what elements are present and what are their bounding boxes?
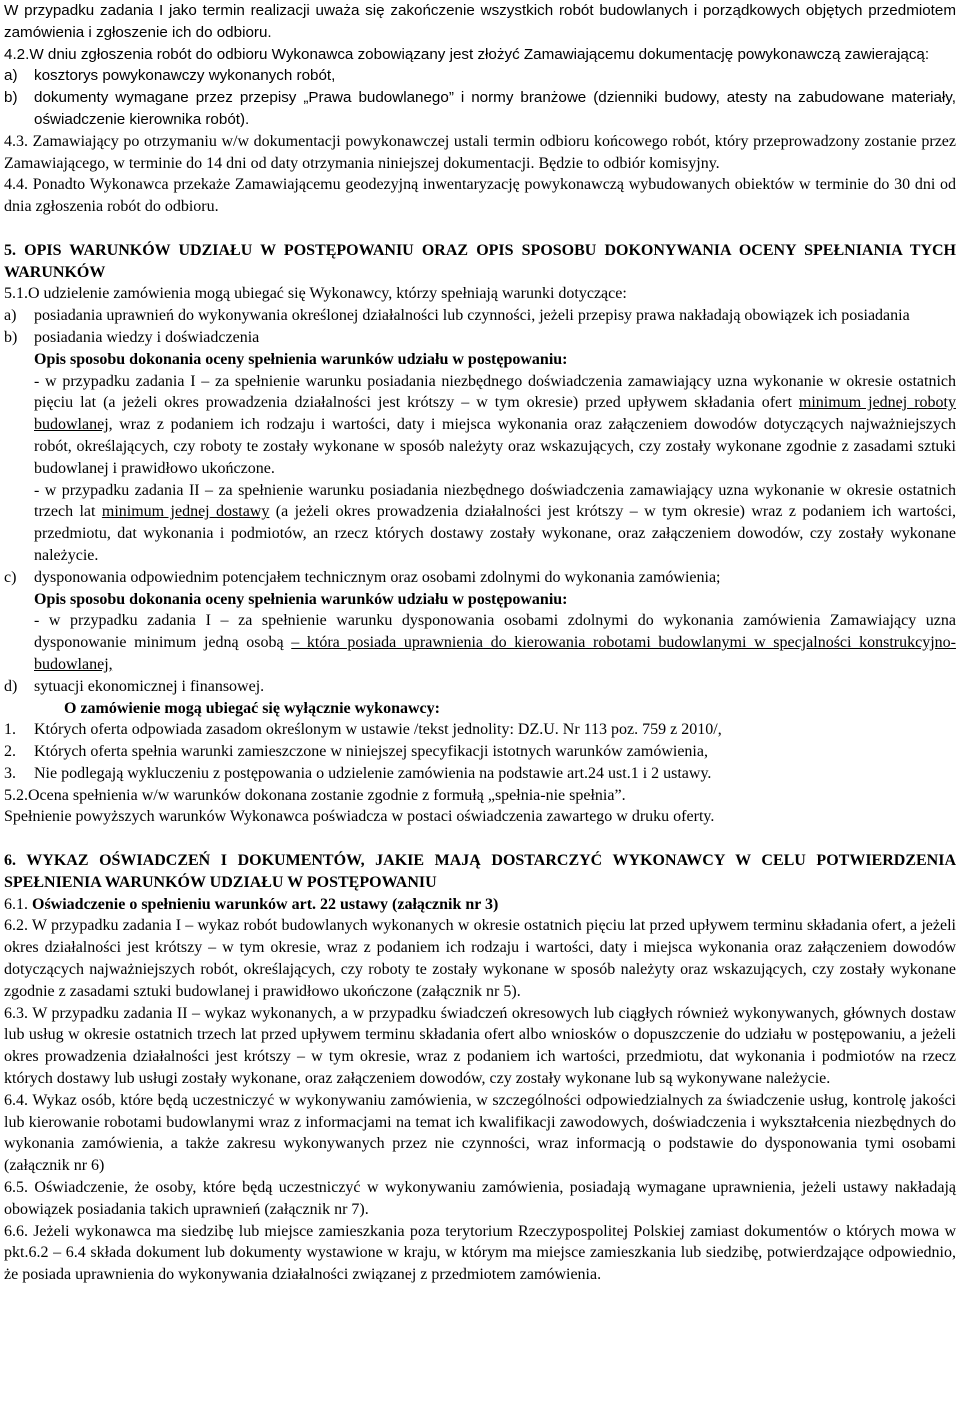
list-marker: 2. — [4, 743, 16, 761]
list-marker: 1. — [4, 721, 16, 739]
paragraph-6-4: 6.4. Wykaz osób, które będą uczestniczyć w wykonywaniu zamówienia, w szczególności odpowiedzialnych za świadczenie usług, kontrolę jakości lub kierowanie robotami budowlanymi wraz z informacjami na temat ich kwalifikacji zawodowych, doświadczenia i wykształcenia niezbędnych do wykonania zamówienia, a także zakresu wykonywanych przez nie czynności, wraz informacją o podstawie do dysponowania tymi osobami (załącznik nr 6) — [4, 1091, 956, 1175]
paragraph-6-2: 6.2. W przypadku zadania I – wykaz robót budowlanych wykonanych w okresie ostatnich pięciu lat przed upływem terminu składania ofert, a jeżeli okres działalności jest krótszy – w tym okresie, wraz z podaniem ich rodzaju i wartości, daty i miejsca wykonania oraz załączeniem dowodów dotyczących najważniejszych robót, określających, czy roboty te zostały wykonane w sposób należyty oraz wskazujących, czy zostały wykonane zgodnie z zasadami sztuki budowlanej i prawidłowo ukończone (załącznik nr 5). — [4, 917, 956, 1000]
task-2-experience — [4, 480, 956, 567]
condition-c — [4, 567, 956, 589]
list-item-text: dokumenty wymagane przez przepisy „Prawa budowlanego” i normy branżowe (dzienniki budowy, atesty na zabudowane materiały, oświadczenie kierownika robót). — [34, 89, 956, 128]
paragraph-6-3: 6.3. W przypadku zadania II – wykaz wykonanych, a w przypadku świadczeń okresowych lub ciągłych również wykonywanych, głównych dostaw lub usług w okresie ostatnich trzech lat przed upływem terminu składania ofert albo wniosków o dopuszczenie do udziału w postępowaniu, a jeżeli okres prowadzenia działalności jest krótszy – w tym okresie, wraz z podaniem ich wartości, przedmiotu, dat wykonania i podmiotów na rzecz których dostawy lub usługi zostały wykonane, oraz załączeniem dowodów, czy zostały wykonane lub są wykonywane należycie. — [4, 1004, 956, 1088]
list-marker: c) — [4, 568, 17, 586]
text-run: , wraz z podaniem ich rodzaju i wartości, daty i miejsca wykonania oraz załączeniem dowodów dotyczących najważniejszych robót, określających, czy roboty te zostały wykonane w sposób należyty oraz wskazujących, czy zostały wykonane zgodnie z zasadami sztuki budowlanej i prawidłowo ukończone. — [34, 416, 956, 477]
paragraph-6-6: 6.6. Jeżeli wykonawca ma siedzibę lub miejsce zamieszkania poza terytorium Rzeczypospolitej Polskiej zamiast dokumentów o których mowa w pkt.6.2 – 6.4 składa dokument lub dokumenty wystawione w kraju, w którym ma miejsce zamieszkania lub siedzibę, potwierdzające odpowiednio, że posiada uprawnienia do wykonywania działalności związanej z przedmiotem zamówienia. — [4, 1222, 956, 1284]
paragraph-4-3: 4.3. Zamawiający po otrzymaniu w/w dokumentacji powykonawczej ustali termin odbioru końcowego robót, który przeprowadzony zostanie przez Zamawiającego, w terminie do 14 dni od daty otrzymania niniejszej dokumentacji. Będzie to odbiór komisyjny. — [4, 132, 956, 172]
task-1-experience — [4, 371, 956, 480]
eligibility-text: Których oferta odpowiada zasadom określonym w ustawie /tekst jednolity: DZ.U. Nr 113 poz. 759 z 2010/, — [34, 721, 722, 739]
assessment-label-c: Opis sposobu dokonania oceny spełnienia warunków udziału w postępowaniu: — [34, 590, 568, 608]
eligibility-text: Nie podlegają wykluczeniu z postępowania o udzielenie zamówienia na podstawie art.24 ust.1 i 2 ustawy. — [34, 764, 712, 782]
paragraph-5-1: 5.1.O udzielenie zamówienia mogą ubiegać się Wykonawcy, którzy spełniają warunki dotyczące: — [4, 285, 627, 303]
condition-text: dysponowania odpowiednim potencjałem technicznym oraz osobami zdolnymi do wykonania zamówienia; — [34, 568, 721, 586]
list-marker: d) — [4, 677, 18, 695]
paragraph-5-2: 5.2.Ocena spełnienia w/w warunków dokonana zostanie zgodnie z formułą „spełnia-nie spełnia”. — [4, 786, 626, 804]
section-6-heading: 6. WYKAZ OŚWIADCZEŃ I DOKUMENTÓW, JAKIE MAJĄ DOSTARCZYĆ WYKONAWCY W CELU POTWIERDZENIA SPEŁNIENIA WARUNKÓW UDZIAŁU W POSTĘPOWANIU — [4, 852, 956, 891]
list-marker: a) — [4, 67, 18, 85]
condition-text: posiadania uprawnień do wykonywania określonej działalności lub czynności, jeżeli przepisy prawa nakładają obowiązek ich posiadania — [34, 307, 910, 325]
list-item-text: kosztorys powykonawczy wykonanych robót, — [34, 67, 336, 85]
paragraph-4-1-end: W przypadku zadania I jako termin realizacji uważa się zakończenie wszystkich robót budowlanych i porządkowych objętych przedmiotem zamówienia i zgłoszenie ich do odbioru. — [4, 2, 956, 41]
section-4-continuation — [4, 0, 956, 131]
underlined-text: – która posiada uprawnienia do kierowania robotami budowlanymi w specjalności konstrukcyjno-budowlanej, — [34, 634, 956, 673]
list-marker: 3. — [4, 764, 16, 782]
condition-text: posiadania wiedzy i doświadczenia — [34, 328, 260, 346]
list-item-b — [4, 87, 956, 131]
condition-d — [4, 676, 956, 698]
assessment-label: Opis sposobu dokonania oceny spełnienia warunków udziału w postępowaniu: — [34, 350, 568, 368]
eligibility-item-1 — [4, 719, 956, 741]
eligibility-item-3 — [4, 763, 956, 785]
text-run: 6.1. — [4, 895, 32, 913]
paragraph-6-5: 6.5. Oświadczenie, że osoby, które będą uczestniczyć w wykonywaniu zamówienia, posiadają wymagane uprawnienia, jeżeli ustawy nakładają obowiązek posiadania takich uprawnień (załącznik nr 7). — [4, 1179, 956, 1218]
condition-a — [4, 305, 956, 327]
list-marker: a) — [4, 307, 17, 325]
paragraph-5-3: Spełnienie powyższych warunków Wykonawca poświadcza w postaci oświadczenia zawartego w druku oferty. — [4, 808, 715, 826]
paragraph-6-1 — [4, 894, 956, 916]
underlined-text: minimum jednej roboty budowlanej — [34, 394, 956, 434]
text-run: (a jeżeli okres prowadzenia działalności jest krótszy – w tym okresie) wraz z podaniem ich wartości, przedmiotu, dat wykonania i podmiotów, an rzecz których dostawy zostały wykonane, oraz załączeniem dowodów, czy zostały wykonane należycie. — [34, 503, 957, 564]
list-item-a — [4, 65, 956, 87]
section-5-heading: 5. OPIS WARUNKÓW UDZIAŁU W POSTĘPOWANIU ORAZ OPIS SPOSOBU DOKONYWANIA OCENY SPEŁNIANIA TYCH WARUNKÓW — [4, 241, 956, 281]
list-marker: b) — [4, 328, 18, 346]
text-run: - w przypadku zadania I – za spełnienie warunku dysponowania osobami zdolnymi do wykonania zamówienia Zamawiający uzna dysponowanie minimum jedną osobą — [34, 612, 956, 652]
text-run: - w przypadku zadania I – za spełnienie warunku posiadania niezbędnego doświadczenia zamawiający uzna wykonanie w okresie ostatnich pięciu lat (a jeżeli okres prowadzenia działalności jest krótszy – w tym okresie) przed upływem składania ofert — [34, 372, 956, 412]
text-run: - w przypadku zadania II – za spełnienie warunku posiadania niezbędnego doświadczenia zamawiający uzna wykonanie w okresie ostatnich trzech lat — [34, 481, 956, 521]
task-1-personnel — [4, 610, 956, 675]
paragraph-4-2: 4.2.W dniu zgłoszenia robót do odbioru Wykonawca zobowiązany jest złożyć Zamawiającemu dokumentację powykonawczą zawierającą: — [4, 45, 930, 63]
condition-text: sytuacji ekonomicznej i finansowej. — [34, 677, 265, 695]
eligibility-item-2 — [4, 741, 956, 763]
condition-b — [4, 327, 956, 349]
eligible-contractors-label: O zamówienie mogą ubiegać się wyłącznie wykonawcy: — [64, 699, 440, 717]
underlined-text: minimum jednej dostawy — [101, 503, 270, 521]
bold-text: Oświadczenie o spełnieniu warunków art. 22 ustawy (załącznik nr 3) — [32, 895, 499, 913]
list-marker: b) — [4, 89, 18, 107]
paragraph-4-4: 4.4. Ponadto Wykonawca przekaże Zamawiającemu geodezyjną inwentaryzację powykonawczą wybudowanych obiektów w terminie do 30 dni od dnia zgłoszenia robót do odbioru. — [4, 176, 956, 216]
eligibility-text: Których oferta spełnia warunki zamieszczone w niniejszej specyfikacji istotnych warunków zamówienia, — [34, 743, 708, 761]
